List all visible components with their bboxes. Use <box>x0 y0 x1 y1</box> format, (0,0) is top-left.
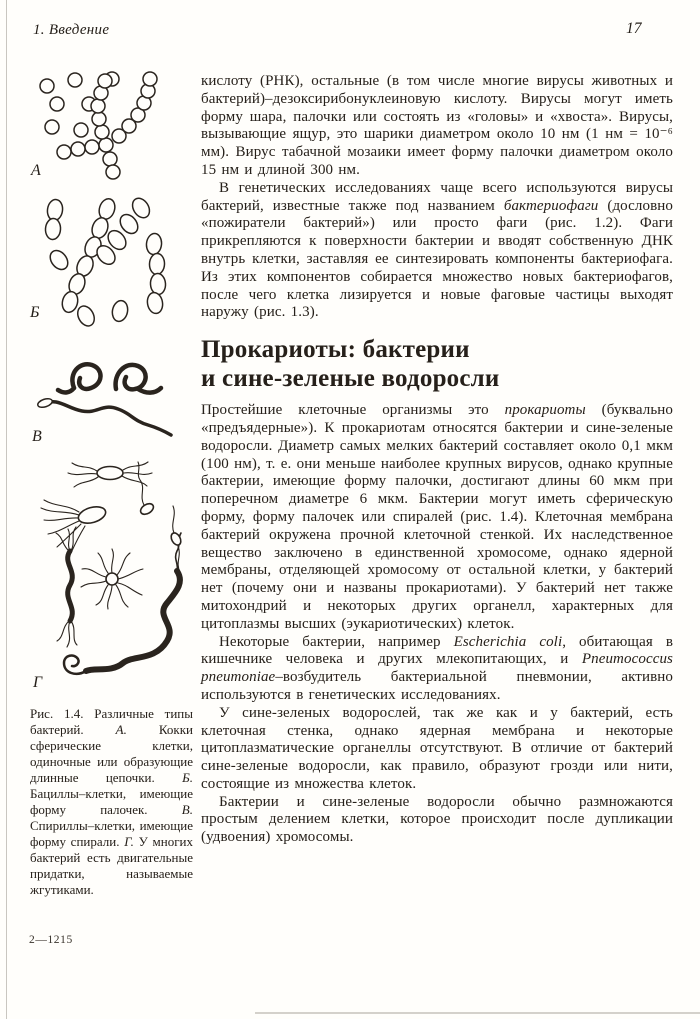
panel-label-v: В <box>32 428 42 445</box>
text-segment: кислоту (РНК), остальные (в том числе многие вирусы животных и бактерий)–дезоксирибонуклеиновую кислоту. Вирусы могут иметь форму шара, палочки или состоять из «головы» и «хвоста». Вирусы, вызывающие ящур, это шарики диаметром около 10 нм (1 нм = 10⁻⁶ мм). Вирус табачной мозаики имеет форму палочки диаметром около 15 нм и длиной 300 нм. <box>201 73 673 178</box>
flagellated-bacteria-illustration <box>28 458 190 700</box>
page-scan-edge-bottom <box>255 1012 700 1014</box>
paragraph-prokaryotes <box>201 402 673 633</box>
section-heading-line-2: и сине-зеленые водоросли <box>201 365 500 393</box>
text-segment: Pneumococcus pneumoniae <box>201 651 673 686</box>
paragraph-cell-division <box>201 794 673 847</box>
bacilli-illustration <box>28 196 190 334</box>
figure-caption <box>30 706 193 898</box>
section-heading-line-1: Прокариоты: бактерии <box>201 336 470 364</box>
text-segment: –возбудитель бактериальной пневмонии, активно используются в генетических исследованиях. <box>201 669 673 703</box>
main-text-column <box>201 73 673 847</box>
paragraph-example-bacteria <box>201 634 673 705</box>
paragraph-viruses-continued <box>201 73 673 180</box>
text-segment: Рис. 1.4. Различные типы бактерий. <box>30 706 193 737</box>
text-segment: бактериофаги <box>503 197 599 214</box>
text-segment: Г. <box>124 834 134 849</box>
page-number: 17 <box>626 20 642 37</box>
text-segment: прокариоты <box>504 402 586 419</box>
text-segment: В генетических исследованиях чаще всего используются вирусы бактерий, известные также под названием <box>201 179 673 214</box>
figure-panel-b <box>28 196 190 334</box>
cocci-illustration <box>28 70 190 182</box>
panel-label-a: А <box>31 162 41 179</box>
text-segment: (дословно «пожиратели бактерий») или просто фаги (рис. 1.2). Фаги прикрепляются к поверхности бактерии и вводят собственную ДНК внутрь клетки, заставляя ее синтезировать компоненты бактериофага. Из этих компонентов собирается множество новых бактериофагов, после чего клетка лизируется и новые фаговые частицы выходят наружу (рис. 1.3). <box>201 197 673 321</box>
spirilla-illustration <box>28 344 190 452</box>
text-segment: Бактерии и сине-зеленые водоросли обычно размножаются простым делением клетки, которое происходит после дупликации (удвоения) хромосомы. <box>201 793 673 846</box>
text-segment: В. <box>181 802 193 817</box>
text-segment: Некоторые бактерии, например <box>219 633 454 650</box>
text-segment: У сине-зеленых водорослей, так же как и у бактерий, есть клеточная стенка, однако ядерная мембрана и некоторые цитоплазматические органеллы отсутствуют. В отличие от бактерий сине-зеленые водоросли, как правило, образуют грозди или нити, состоящие из множества клеток. <box>201 704 673 792</box>
page-scan-edge-left <box>6 0 7 1019</box>
text-segment: Escherichia coli <box>453 633 563 650</box>
figure-panel-a <box>28 70 190 182</box>
text-segment: , обитающая в кишечнике человека и других млекопитающих, и <box>201 633 673 668</box>
text-segment: Кокки сферические клетки, одиночные или образующие длинные цепочки. <box>30 722 194 785</box>
panel-label-g: Г <box>33 674 43 691</box>
printers-mark: 2—1215 <box>29 934 73 946</box>
text-segment: (буквально «предъядерные»). К прокариотам относятся бактерии и сине-зеленые водоросли. Диаметр самых мелких бактерий составляет около 0,1 мкм (100 нм), т. е. они меньше наиболее крупных вирусов, однако крупные бактерии, имеющие форму палочки, достигают длины 60 мкм при поперечном диаметре 6 мкм. Бактерии могут иметь сферическую форму, форму палочек или спиралей (рис. 1.4). Клеточная мембрана бактерий окружена прочной клеточной стенкой. Их наследственное вещество заключено в единственной хромосоме, однако ядерной мембраны, отделяющей хромосому от остальной клетки, у бактерий нет (почему они и названы прокариотами). У бактерий нет также митохондрий и некоторых других органелл, характерных для цитоплазмы высших (эукариотических) клеток. <box>201 402 673 632</box>
text-segment: Простейшие клеточные организмы это <box>201 402 505 419</box>
section-heading <box>201 335 673 393</box>
text-segment: А. <box>115 722 127 737</box>
text-segment: Бациллы–клетки, имеющие форму палочек. <box>30 786 193 817</box>
paragraph-bacteriophages <box>201 180 673 322</box>
text-segment: Б. <box>182 770 193 785</box>
panel-label-b: Б <box>30 304 40 321</box>
text-segment: Спириллы–клетки, имеющие форму спирали. <box>30 818 193 849</box>
paragraph-blue-green-algae <box>201 705 673 794</box>
running-head-chapter: 1. Введение <box>33 22 110 38</box>
text-segment: У многих бактерий есть двигательные придатки, называемые жгутиками. <box>30 834 193 897</box>
figure-panel-v <box>28 344 190 452</box>
figure-panel-g <box>28 458 190 700</box>
